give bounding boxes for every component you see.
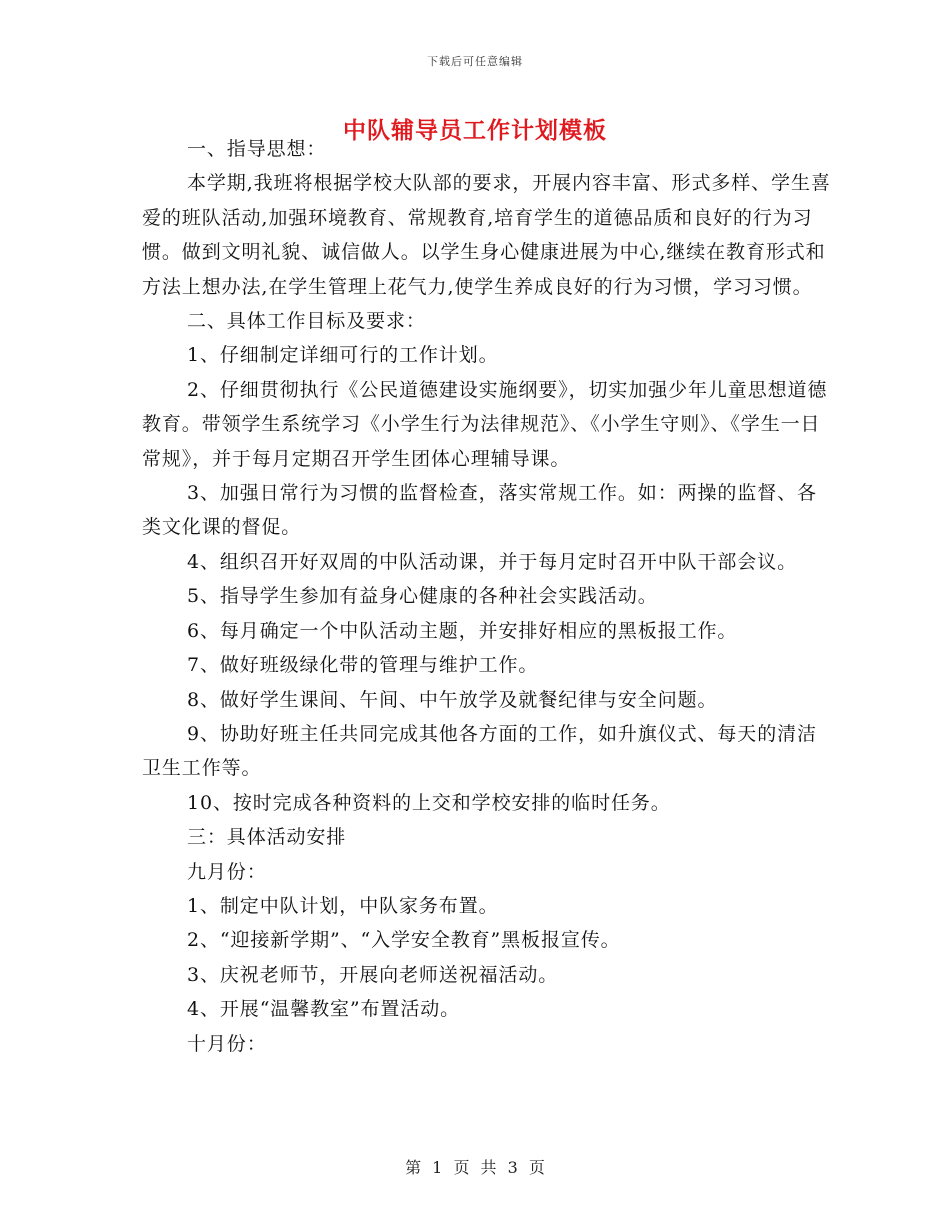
september-item-1: 1、制定中队计划，中队家务布置。 [187, 894, 499, 917]
goal-item-5: 5、指导学生参加有益身心健康的各种社会实践活动。 [187, 585, 658, 608]
document-title: 中队辅导员工作计划模板 [343, 117, 607, 144]
month-heading-october: 十月份： [187, 1032, 267, 1055]
september-item-4: 4、开展“温馨教室”布置活动。 [187, 998, 461, 1021]
page-header-note: 下载后可任意编辑 [427, 55, 523, 68]
goal-item-1: 1、仔细制定详细可行的工作计划。 [187, 344, 499, 367]
section-heading-goals: 二、具体工作目标及要求： [187, 310, 426, 333]
september-item-3: 3、庆祝老师节，开展向老师送祝福活动。 [187, 963, 559, 986]
goal-item-4: 4、组织召开好双周的中队活动课，并于每月定时召开中队干部会议。 [187, 550, 797, 573]
paragraph-guiding-thought: 本学期,我班将根据学校大队部的要求，开展内容丰富、形式多样、学生喜爱的班队活动,加强环境教育、常规教育,培育学生的道德品质和良好的行为习惯。做到文明礼貌、诚信做人。以学生身心健康进展为中心,继续在教育形式和方法上想办法,在学生管理上花气力,使学生养成良好的行为习惯，学习习惯。 [142, 172, 831, 298]
section-heading-guiding-thought: 一、指导思想： [187, 138, 327, 160]
goal-item-7: 7、做好班级绿化带的管理与维护工作。 [187, 654, 539, 677]
month-heading-september: 九月份： [187, 860, 267, 883]
goal-item-2: 2、仔细贯彻执行《公民道德建设实施纲要》，切实加强少年儿童思想道德教育。带领学生系统学习《小学生行为法律规范》、《小学生守则》、《学生一日常规》，并于每月定期召开学生团体心理辅导课。 [142, 378, 828, 470]
september-item-2: 2、“迎接新学期”、“入学安全教育”黑板报宣传。 [187, 929, 621, 952]
goal-item-3: 3、加强日常行为习惯的监督检查，落实常规工作。如：两操的监督、各类文化课的督促。 [142, 482, 817, 539]
goal-item-9: 9、协助好班主任共同完成其他各方面的工作，如升旗仪式、每天的清洁卫生工作等。 [142, 722, 817, 780]
goal-item-10: 10、按时完成各种资料的上交和学校安排的临时任务。 [187, 791, 671, 814]
goal-item-6: 6、每月确定一个中队活动主题，并安排好相应的黑板报工作。 [187, 619, 738, 642]
page-footer: 第 1 页 共 3 页 [405, 1158, 545, 1177]
goal-item-8: 8、做好学生课间、午间、中午放学及就餐纪律与安全问题。 [187, 688, 718, 711]
document-body [142, 132, 832, 1061]
section-heading-activities: 三：具体活动安排 [187, 826, 347, 849]
